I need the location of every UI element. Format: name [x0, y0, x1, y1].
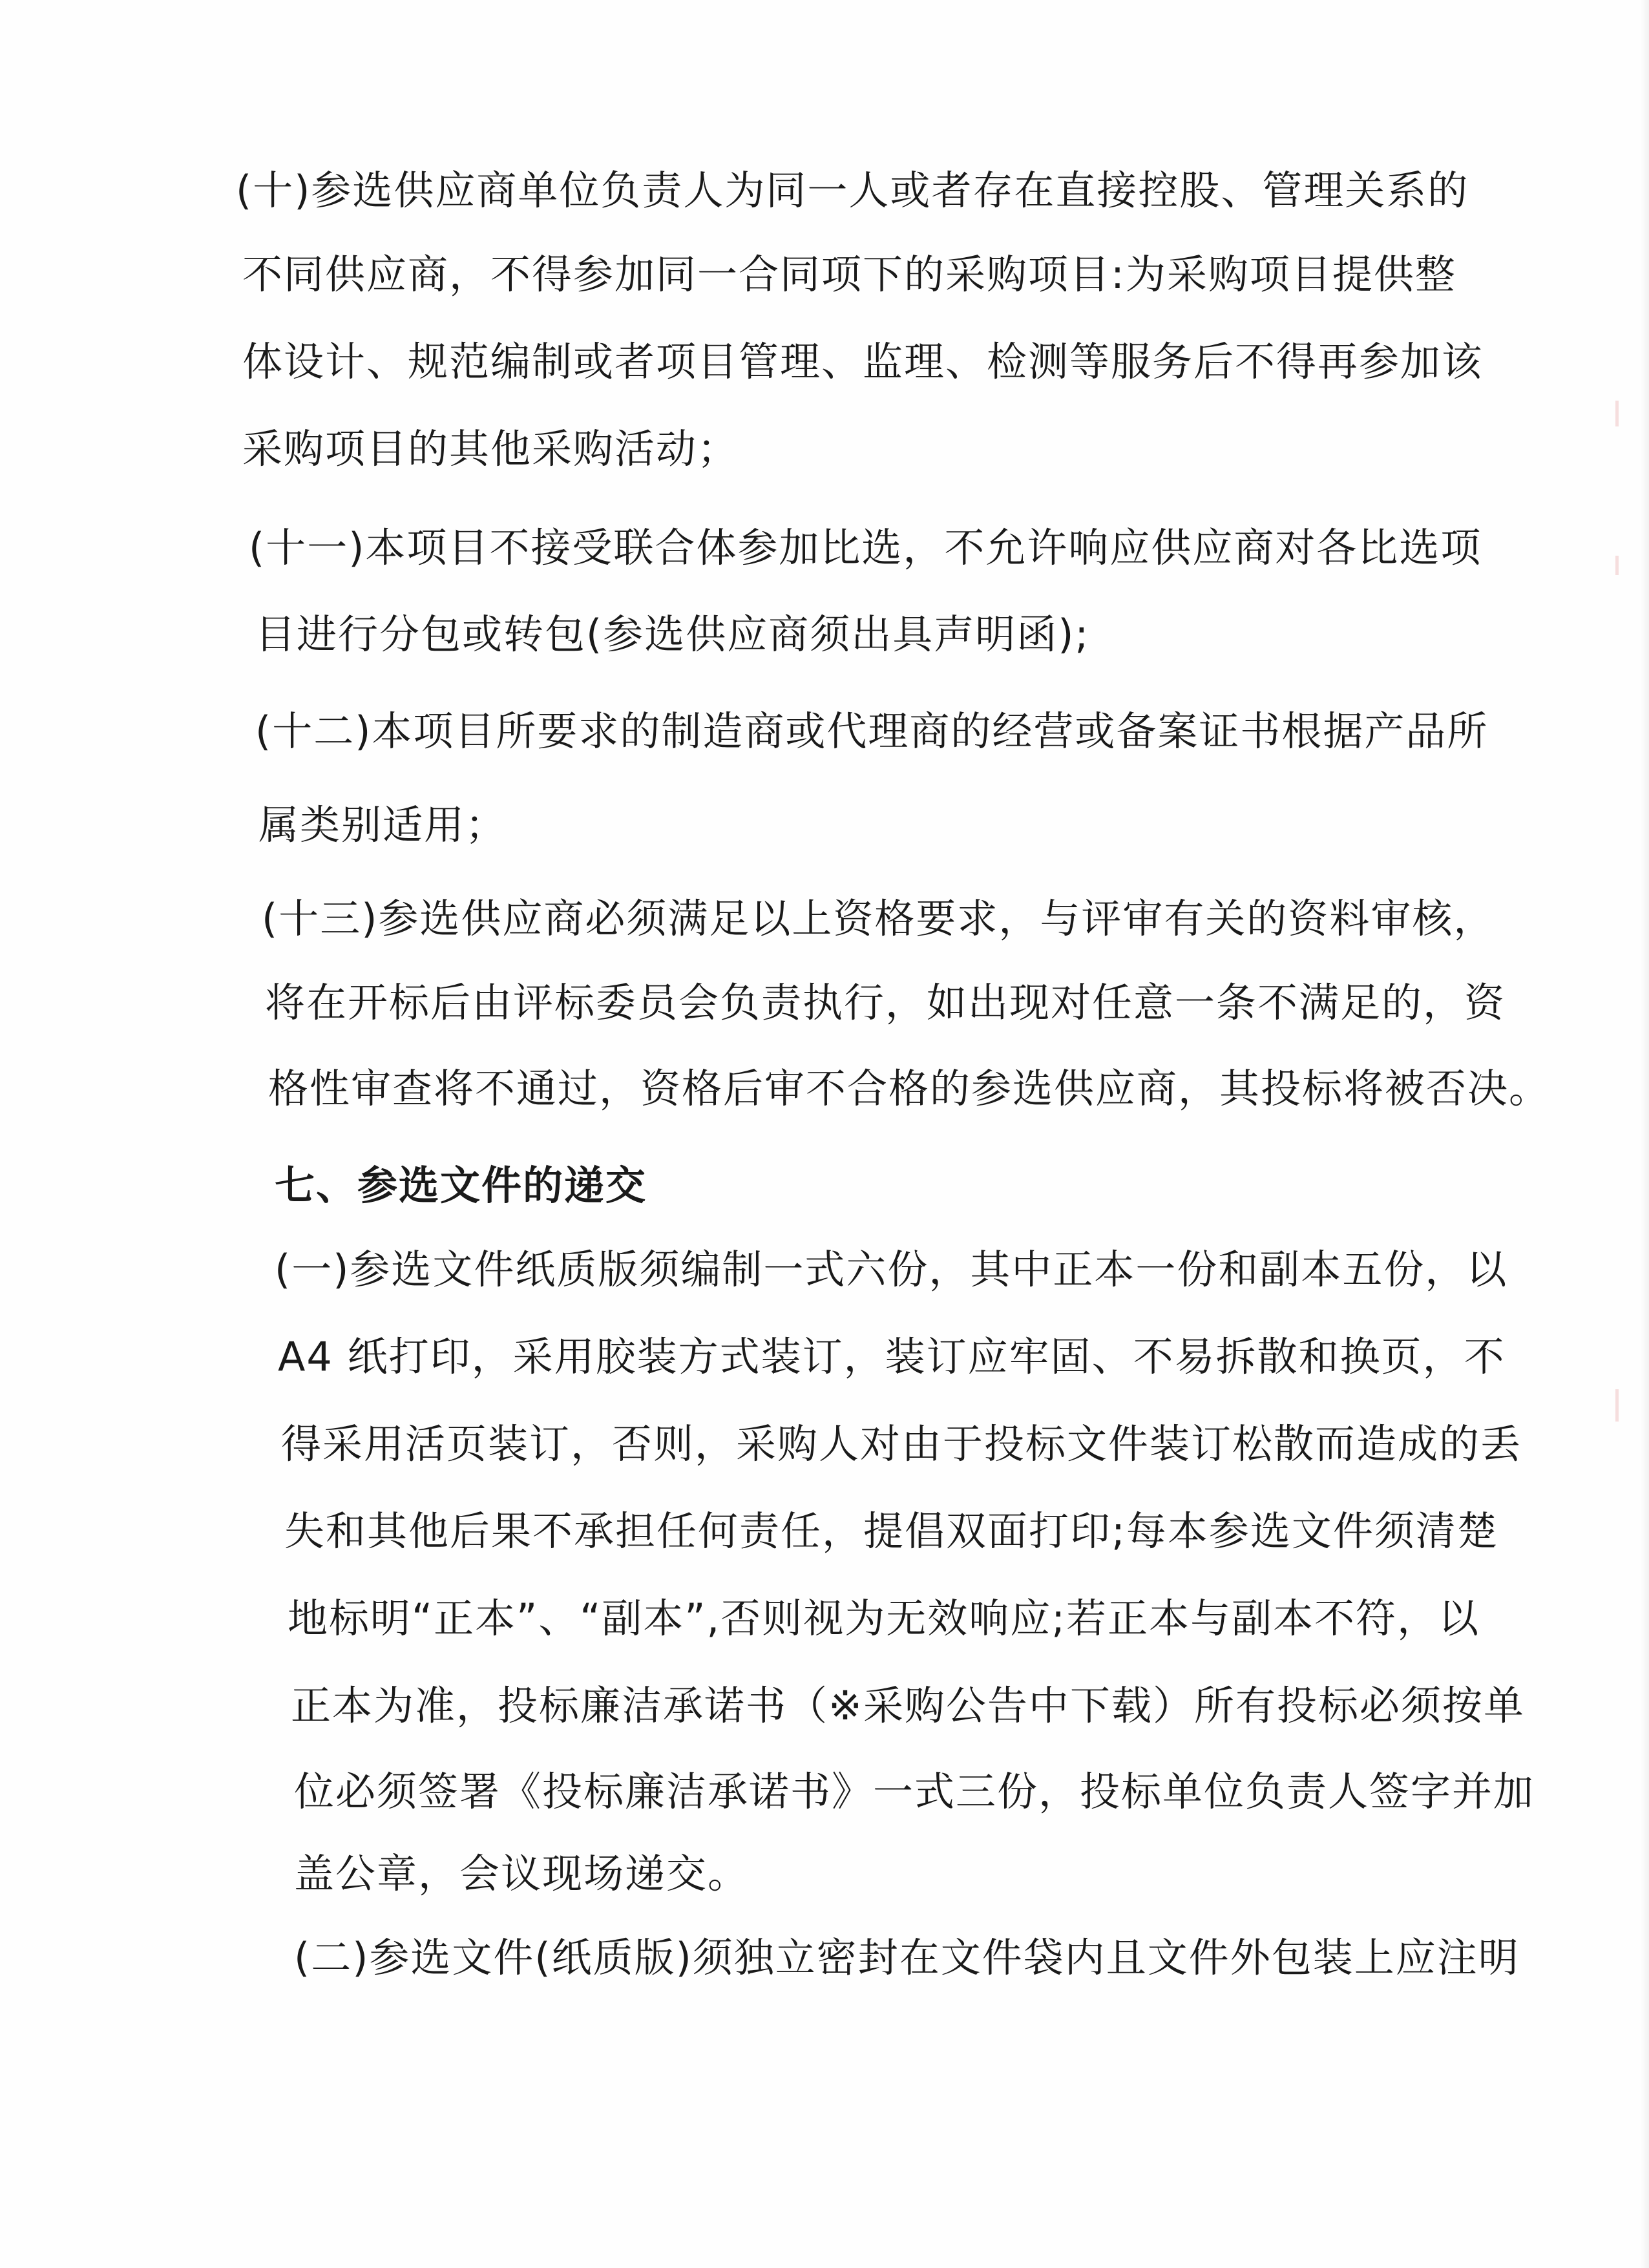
text-line-18: 正本为准，投标廉洁承诺书（※采购公告中下载）所有投标必须按单 [291, 1682, 1525, 1729]
text-line-11: 格性审查将不通过，资格后审不合格的参选供应商，其投标将被否决。 [268, 1065, 1551, 1112]
text-line-21: (二)参选文件(纸质版)须独立密封在文件袋内且文件外包装上应注明 [294, 1934, 1520, 1981]
scan-smudge [1615, 401, 1619, 426]
scan-smudge [1615, 1389, 1619, 1422]
text-line-5: (十一)本项目不接受联合体参加比选，不允许响应供应商对各比选项 [249, 524, 1482, 571]
text-line-2: 不同供应商，不得参加同一合同项下的采购项目:为采购项目提供整 [242, 251, 1456, 298]
scan-smudge [1615, 556, 1619, 575]
text-line-19: 位必须签署《投标廉洁承诺书》一式三份，投标单位负责人签字并加 [294, 1768, 1535, 1815]
text-line-6: 目进行分包或转包(参选供应商须出具声明函); [255, 611, 1090, 658]
text-line-14: A4 纸打印，采用胶装方式装订，装订应牢固、不易拆散和换页，不 [278, 1333, 1506, 1380]
text-line-16: 失和其他后果不承担任何责任，提倡双面打印;每本参选文件须清楚 [284, 1507, 1498, 1555]
text-line-10: 将在开标后由评标委员会负责执行，如出现对任意一条不满足的，资 [265, 979, 1506, 1026]
text-line-17: 地标明“正本”、“副本”,否则视为无效响应;若正本与副本不符，以 [288, 1595, 1480, 1642]
text-line-8: 属类别适用； [258, 801, 507, 848]
text-line-1: (十)参选供应商单位负责人为同一人或者存在直接控股、管理关系的 [236, 167, 1469, 214]
text-line-15: 得采用活页装订，否则，采购人对由于投标文件装订松散而造成的丢 [281, 1420, 1522, 1467]
text-line-4: 采购项目的其他采购活动； [242, 425, 739, 472]
scan-edge [1640, 0, 1649, 2268]
text-line-7: (十二)本项目所要求的制造商或代理商的经营或备案证书根据产品所 [255, 708, 1489, 755]
text-line-9: (十三)参选供应商必须满足以上资格要求，与评审有关的资料审核， [262, 895, 1495, 942]
text-line-20: 盖公章，会议现场递交。 [294, 1850, 750, 1897]
text-line-13: (一)参选文件纸质版须编制一式六份，其中正本一份和副本五份，以 [275, 1246, 1508, 1293]
section-heading: 七、参选文件的递交 [275, 1162, 647, 1209]
text-line-3: 体设计、规范编制或者项目管理、监理、检测等服务后不得再参加该 [242, 338, 1484, 385]
